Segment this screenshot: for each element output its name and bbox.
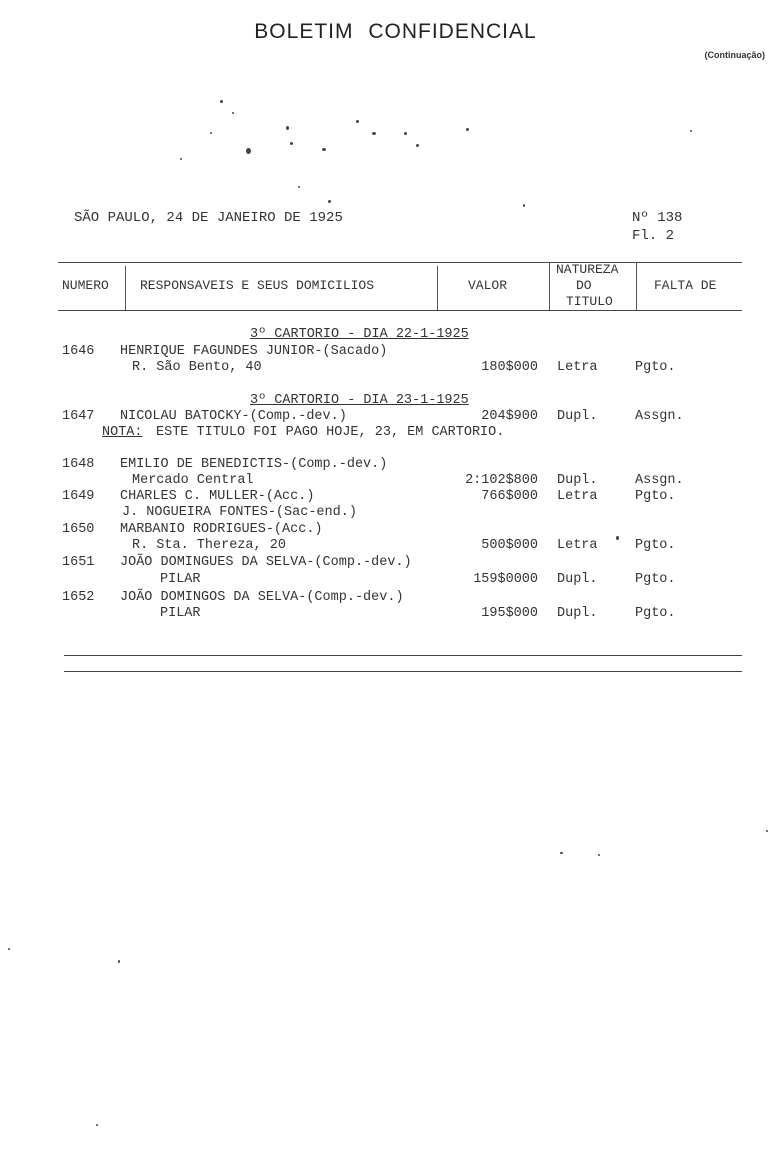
title-word-boletim: BOLETIM [254, 20, 354, 43]
entry-fault: Pgto. [635, 538, 676, 553]
entry-nature: Dupl. [557, 572, 598, 587]
place-and-date: SÃO PAULO, 24 DE JANEIRO DE 1925 [74, 210, 343, 226]
column-divider [437, 266, 438, 310]
header-top-rule [58, 262, 742, 263]
entry-nature: Letra [557, 489, 598, 504]
entry-fault: Pgto. [635, 572, 676, 587]
sheet-number: Fl. 2 [632, 228, 675, 244]
entry-value: 159$0000 [473, 572, 538, 587]
column-divider [549, 262, 550, 310]
entry-value: 195$000 [481, 606, 538, 621]
entry-number: 1646 [62, 344, 95, 359]
entry-address: R. Sta. Thereza, 20 [132, 538, 286, 553]
entry-name: CHARLES C. MULLER-(Acc.) [120, 489, 315, 504]
entry-value: 2:102$800 [465, 473, 538, 488]
column-header-valor: VALOR [468, 278, 508, 293]
continuation-label: (Continuação) [704, 50, 765, 60]
entry-fault: Assgn. [635, 473, 684, 488]
note-label: NOTA: [102, 425, 143, 440]
entry-nature: Dupl. [557, 473, 598, 488]
entry-number: 1649 [62, 489, 95, 504]
entry-nature: Letra [557, 360, 598, 375]
entry-address: PILAR [160, 606, 201, 621]
entry-number: 1647 [62, 409, 95, 424]
entry-name: JOÃO DOMINGOS DA SELVA-(Comp.-dev.) [120, 590, 404, 605]
page-title [0, 20, 783, 44]
entry-nature: Dupl. [557, 606, 598, 621]
section-heading: 3º CARTORIO - DIA 22-1-1925 [250, 327, 469, 342]
column-header-falta: FALTA DE [654, 278, 717, 293]
column-header-numero: NUMERO [62, 278, 109, 293]
entry-number: 1648 [62, 457, 95, 472]
entry-number: 1652 [62, 590, 95, 605]
entry-name: EMILIO DE BENEDICTIS-(Comp.-dev.) [120, 457, 388, 472]
entry-fault: Assgn. [635, 409, 684, 424]
entry-fault: Pgto. [635, 360, 676, 375]
note-text: ESTE TITULO FOI PAGO HOJE, 23, EM CARTORIO. [156, 425, 505, 440]
entry-value: 500$000 [481, 538, 538, 553]
entry-name: NICOLAU BATOCKY-(Comp.-dev.) [120, 409, 347, 424]
entry-number: 1651 [62, 555, 95, 570]
section-heading: 3º CARTORIO - DIA 23-1-1925 [250, 393, 469, 408]
entry-address: Mercado Central [132, 473, 254, 488]
entry-fault: Pgto. [635, 606, 676, 621]
column-divider [636, 262, 637, 310]
entry-endorser: J. NOGUEIRA FONTES-(Sac-end.) [122, 505, 357, 520]
bulletin-number: Nº 138 [632, 210, 683, 226]
column-header-responsaveis: RESPONSAVEIS E SEUS DOMICILIOS [140, 278, 375, 293]
entry-value: 180$000 [481, 360, 538, 375]
entry-name: HENRIQUE FAGUNDES JUNIOR-(Sacado) [120, 344, 388, 359]
entry-nature: Dupl. [557, 409, 598, 424]
column-header-do: DO [576, 278, 592, 293]
entry-value: 766$000 [481, 489, 538, 504]
closing-rule-bottom [64, 671, 742, 672]
header-bottom-rule [58, 310, 742, 311]
entry-nature: Letra [557, 538, 598, 553]
entry-address: R. São Bento, 40 [132, 360, 262, 375]
closing-rule-top [64, 655, 742, 656]
column-divider [125, 266, 126, 310]
entry-fault: Pgto. [635, 489, 676, 504]
entry-address: PILAR [160, 572, 201, 587]
entry-name: JOÃO DOMINGUES DA SELVA-(Comp.-dev.) [120, 555, 412, 570]
title-word-confidencial: CONFIDENCIAL [368, 20, 537, 43]
entry-name: MARBANIO RODRIGUES-(Acc.) [120, 522, 323, 537]
entry-number: 1650 [62, 522, 95, 537]
entry-value: 204$900 [481, 409, 538, 424]
column-header-natureza: NATUREZA [556, 262, 619, 277]
column-header-titulo: TITULO [566, 294, 613, 309]
